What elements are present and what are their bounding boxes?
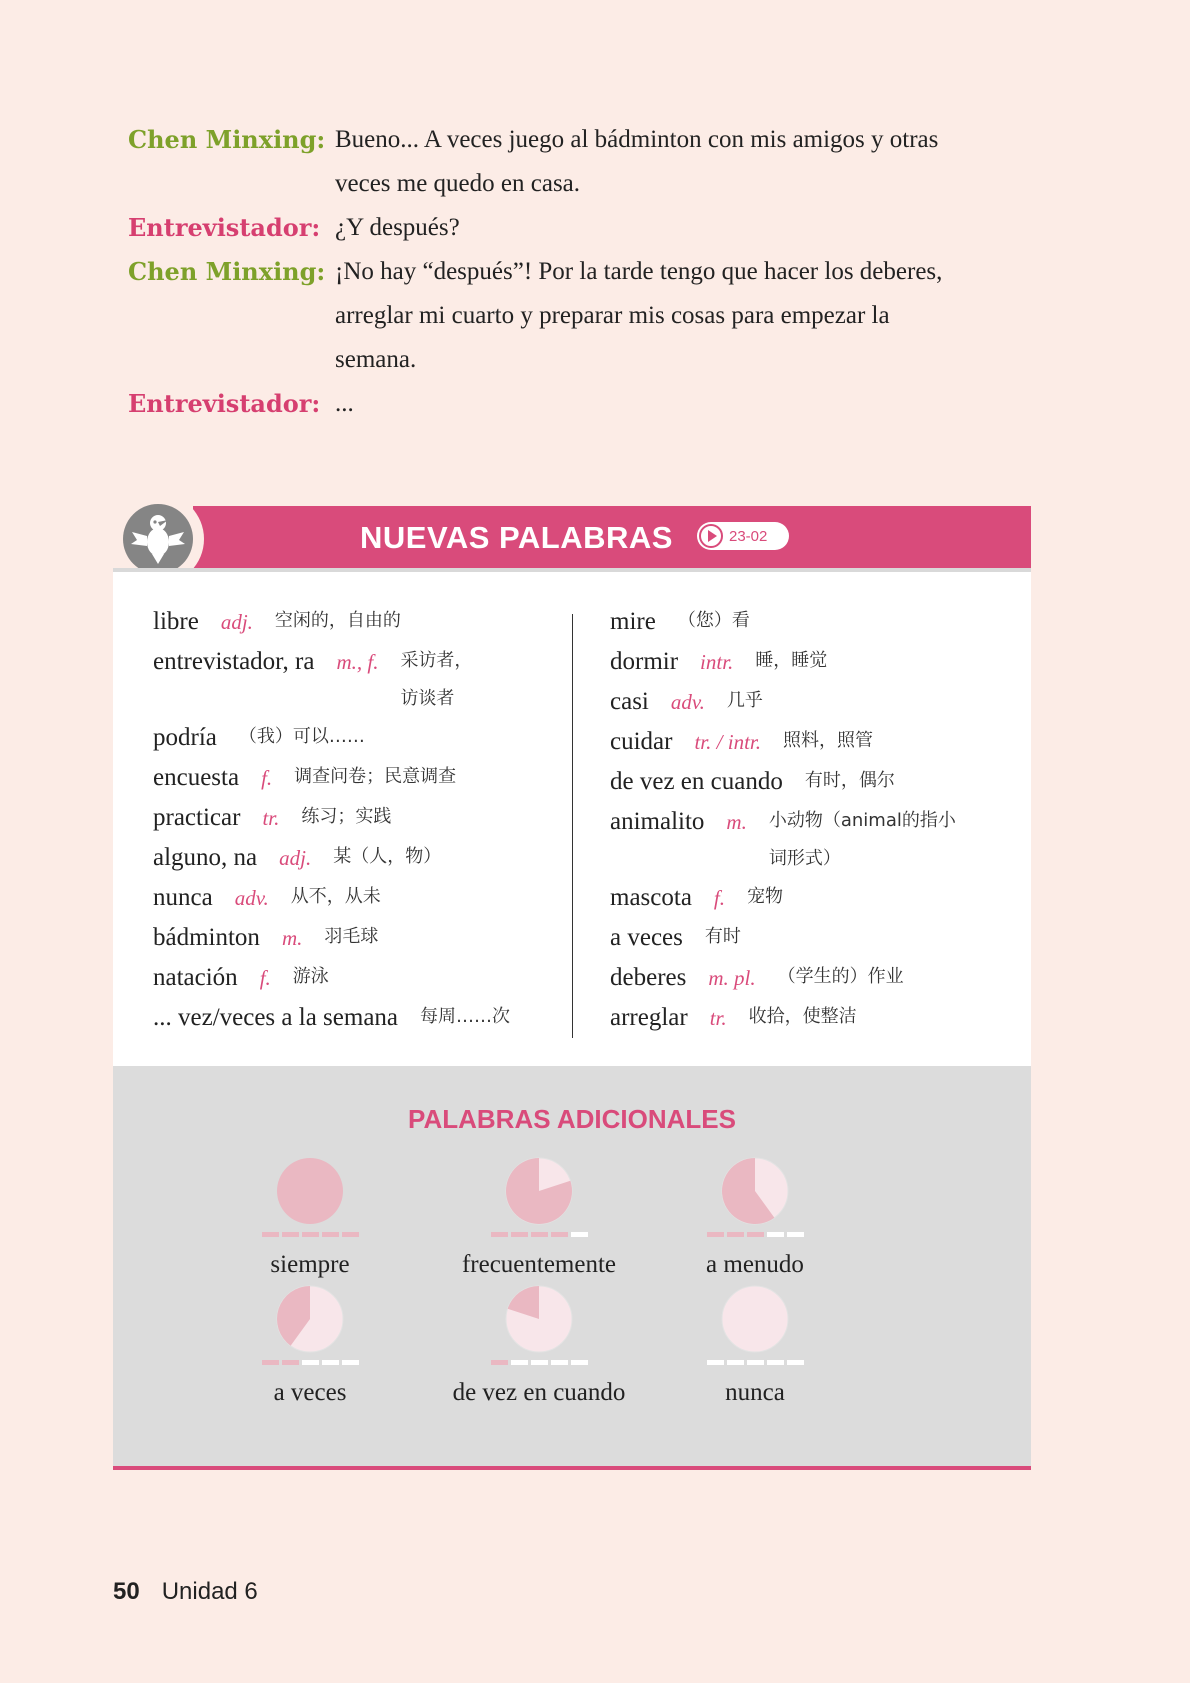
translation-line: 访谈者 — [400, 688, 455, 709]
vocab-entry — [610, 762, 1020, 802]
frequency-item — [645, 1156, 865, 1279]
vocab-pos: intr. — [700, 650, 734, 674]
vocab-entry — [610, 602, 1020, 642]
frequency-item — [645, 1284, 865, 1407]
translation-line: 词形式） — [768, 848, 841, 869]
vocab-translation — [294, 758, 456, 798]
vocab-translation — [678, 602, 750, 642]
vocab-entry — [610, 642, 1020, 682]
vocab-entry — [610, 682, 1020, 722]
vocab-entry — [153, 918, 573, 958]
translation-line: 练习；实践 — [301, 806, 392, 827]
frequency-bars — [645, 1360, 865, 1365]
vocab-word: entrevistador, ra — [153, 648, 315, 675]
translation-line: 游泳 — [292, 966, 329, 987]
frequency-pie-icon — [504, 1284, 574, 1354]
frequency-item — [429, 1156, 649, 1279]
translation-line: （我）可以…… — [238, 726, 365, 747]
vocab-pos: m. pl. — [708, 966, 756, 990]
frequency-pie-icon — [275, 1156, 345, 1226]
column-divider — [572, 614, 573, 1038]
vocab-entry — [153, 958, 573, 998]
frequency-bar — [491, 1360, 508, 1365]
vocab-entry — [153, 758, 573, 798]
vocab-entry — [153, 998, 573, 1038]
audio-code: 23-02 — [729, 527, 768, 545]
vocab-entry — [153, 838, 573, 878]
frequency-item — [200, 1284, 420, 1407]
speaker-name: Entrevistador: — [128, 389, 321, 418]
dialogue-text: ¿Y después? — [335, 214, 460, 241]
frequency-bar — [342, 1232, 359, 1237]
vocab-word: deberes — [610, 964, 687, 991]
dialogue-text: ... — [335, 390, 354, 417]
frequency-bars — [429, 1360, 649, 1365]
frequency-bars — [645, 1232, 865, 1237]
vocab-word: natación — [153, 964, 238, 991]
vocab-word: animalito — [610, 808, 705, 835]
frequency-pie-icon — [720, 1284, 790, 1354]
vocab-pos: adj. — [220, 610, 253, 634]
vocab-word: a veces — [610, 924, 683, 951]
translation-line: 照料，照管 — [783, 730, 873, 751]
translation-line: 小动物（animal的指小 — [768, 810, 956, 831]
unit-label: Unidad 6 — [161, 1578, 258, 1605]
vocab-entry — [610, 998, 1020, 1038]
translation-line: （您）看 — [677, 610, 750, 631]
frequency-bar — [787, 1360, 804, 1365]
speaker-name — [128, 162, 335, 206]
translation-line: 空闲的，自由的 — [274, 610, 401, 631]
dialogue-text: Bueno... A veces juego al bádminton con mis amigos y otras — [335, 126, 939, 153]
translation-line: 羽毛球 — [324, 926, 379, 947]
vocab-pos: m. — [281, 926, 303, 950]
frequency-bar — [551, 1360, 568, 1365]
vocab-pos: adj. — [279, 846, 312, 870]
vocab-translation — [239, 718, 365, 758]
vocab-translation — [727, 682, 763, 722]
frequency-label: de vez en cuando — [452, 1379, 626, 1406]
vocab-pos: m. — [726, 810, 747, 834]
dialogue-line — [128, 294, 1048, 338]
vocab-word: practicar — [153, 804, 241, 831]
bottom-rule — [113, 1466, 1031, 1470]
vocab-word: casi — [610, 688, 649, 715]
translation-line: 有时，偶尔 — [804, 770, 895, 791]
vocab-entry — [610, 958, 1020, 998]
vocab-box — [113, 506, 1031, 1469]
vocab-pos: tr. — [709, 1006, 727, 1030]
dialogue-line — [128, 382, 1048, 426]
frequency-label: frecuentemente — [461, 1251, 617, 1278]
frequency-bar — [302, 1232, 319, 1237]
frequency-bar — [571, 1360, 588, 1365]
frequency-label: nunca — [725, 1379, 785, 1406]
frequency-bars — [429, 1232, 649, 1237]
frequency-bar — [531, 1232, 548, 1237]
frequency-bar — [342, 1360, 359, 1365]
vocab-word: mire — [610, 608, 656, 635]
frequency-item — [429, 1284, 649, 1407]
audio-badge[interactable] — [697, 522, 789, 550]
vocab-entry — [610, 722, 1020, 762]
frequency-bar — [727, 1232, 744, 1237]
frequency-bar — [707, 1360, 724, 1365]
dialogue — [128, 118, 1048, 426]
frequency-bar — [571, 1232, 588, 1237]
translation-line: 调查问卷；民意调查 — [294, 766, 457, 787]
translation-line: 睡，睡觉 — [755, 650, 828, 671]
vocab-word: encuesta — [153, 764, 240, 791]
vocab-translation — [275, 602, 401, 642]
dialogue-text: semana. — [335, 346, 417, 373]
bird-icon — [123, 504, 193, 574]
frequency-bar — [727, 1360, 744, 1365]
frequency-bars — [200, 1360, 420, 1365]
dialogue-line — [128, 206, 1048, 250]
frequency-bar — [491, 1232, 508, 1237]
translation-line: （学生的）作业 — [777, 966, 904, 987]
vocab-column-left — [153, 602, 573, 1038]
vocab-entry — [153, 642, 573, 718]
speaker-name — [128, 338, 335, 382]
vocab-word: alguno, na — [153, 844, 258, 871]
speaker-name: Chen Minxing: — [128, 257, 326, 286]
frequency-bar — [322, 1232, 339, 1237]
vocab-column-right — [610, 602, 1020, 1038]
vocab-word: bádminton — [153, 924, 260, 951]
vocab-translation — [769, 802, 956, 878]
speaker-name: Entrevistador: — [128, 213, 321, 242]
frequency-pie-icon — [275, 1284, 345, 1354]
dialogue-text: ¡No hay “después”! Por la tarde tengo que hacer los deberes, — [335, 258, 943, 285]
vocab-entry — [153, 798, 573, 838]
translation-line: 某（人，物） — [333, 846, 442, 867]
vocab-pos: tr. — [262, 806, 280, 830]
vocab-title: NUEVAS PALABRAS — [360, 520, 673, 555]
vocab-translation — [301, 798, 391, 838]
frequency-bar — [767, 1360, 784, 1365]
vocab-entry — [610, 802, 1020, 878]
frequency-bar — [282, 1232, 299, 1237]
vocab-translation — [291, 878, 381, 918]
vocab-translation — [749, 998, 857, 1038]
dialogue-line — [128, 162, 1048, 206]
frequency-bar — [787, 1232, 804, 1237]
speaker-name: Chen Minxing: — [128, 125, 326, 154]
vocab-translation — [333, 838, 441, 878]
translation-line: 收拾，使整洁 — [748, 1006, 857, 1027]
frequency-label: a menudo — [706, 1251, 804, 1278]
speaker-name — [128, 294, 335, 338]
dialogue-line — [128, 338, 1048, 382]
translation-line: 有时 — [704, 926, 741, 947]
vocab-header — [193, 506, 1031, 568]
vocab-word: podría — [153, 724, 217, 751]
frequency-label: siempre — [270, 1251, 350, 1278]
vocab-pos: tr. / intr. — [694, 730, 761, 754]
frequency-bar — [707, 1232, 724, 1237]
vocab-word: ... vez/veces a la semana — [153, 1004, 399, 1031]
vocab-entry — [153, 602, 573, 642]
frequency-bar — [511, 1232, 528, 1237]
frequency-bar — [302, 1360, 319, 1365]
frequency-bar — [282, 1360, 299, 1365]
dialogue-line — [128, 118, 1048, 162]
frequency-bar — [531, 1360, 548, 1365]
frequency-label: a veces — [273, 1379, 347, 1406]
vocab-pos: adv. — [670, 690, 705, 714]
vocab-translation — [778, 958, 904, 998]
vocab-pos: m., f. — [336, 650, 379, 674]
vocab-word: nunca — [153, 884, 213, 911]
translation-line: 采访者， — [400, 650, 473, 671]
additional-title: PALABRAS ADICIONALES — [408, 1104, 736, 1134]
frequency-pie-icon — [720, 1156, 790, 1226]
vocab-list — [113, 572, 1031, 1072]
vocab-entry — [610, 918, 1020, 958]
frequency-bar — [262, 1360, 279, 1365]
page-footer — [113, 1578, 258, 1606]
frequency-bars — [200, 1232, 420, 1237]
frequency-bar — [551, 1232, 568, 1237]
translation-line: 几乎 — [726, 690, 763, 711]
vocab-translation — [805, 762, 895, 802]
translation-line: 从不，从未 — [290, 886, 381, 907]
frequency-bar — [511, 1360, 528, 1365]
vocab-word: mascota — [610, 884, 692, 911]
frequency-bar — [767, 1232, 784, 1237]
translation-line: 宠物 — [747, 886, 784, 907]
vocab-translation — [747, 878, 783, 918]
frequency-pie-icon — [504, 1156, 574, 1226]
vocab-word: cuidar — [610, 728, 673, 755]
vocab-translation — [324, 918, 378, 958]
dialogue-line — [128, 250, 1048, 294]
vocab-pos: f. — [713, 886, 726, 910]
vocab-word: arreglar — [610, 1004, 688, 1031]
vocab-pos: f. — [261, 766, 273, 790]
vocab-pos: f. — [259, 966, 271, 990]
vocab-translation — [400, 642, 472, 718]
vocab-word: libre — [153, 608, 199, 635]
frequency-bar — [747, 1232, 764, 1237]
frequency-bar — [322, 1360, 339, 1365]
vocab-word: de vez en cuando — [610, 768, 783, 795]
dialogue-text: veces me quedo en casa. — [335, 170, 581, 197]
vocab-translation — [705, 918, 741, 958]
vocab-entry — [610, 878, 1020, 918]
frequency-item — [200, 1156, 420, 1279]
vocab-entry — [153, 878, 573, 918]
vocab-translation — [755, 642, 827, 682]
vocab-pos: adv. — [234, 886, 269, 910]
frequency-bar — [747, 1360, 764, 1365]
vocab-translation — [783, 722, 873, 762]
page-number: 50 — [113, 1578, 140, 1605]
vocab-entry — [153, 718, 573, 758]
vocab-translation — [420, 998, 510, 1038]
vocab-word: dormir — [610, 648, 679, 675]
dialogue-text: arreglar mi cuarto y preparar mis cosas para empezar la — [335, 302, 890, 329]
vocab-translation — [293, 958, 329, 998]
translation-line: 每周……次 — [420, 1006, 511, 1027]
play-icon[interactable] — [699, 524, 723, 548]
frequency-bar — [262, 1232, 279, 1237]
additional-words — [113, 1066, 1031, 1466]
